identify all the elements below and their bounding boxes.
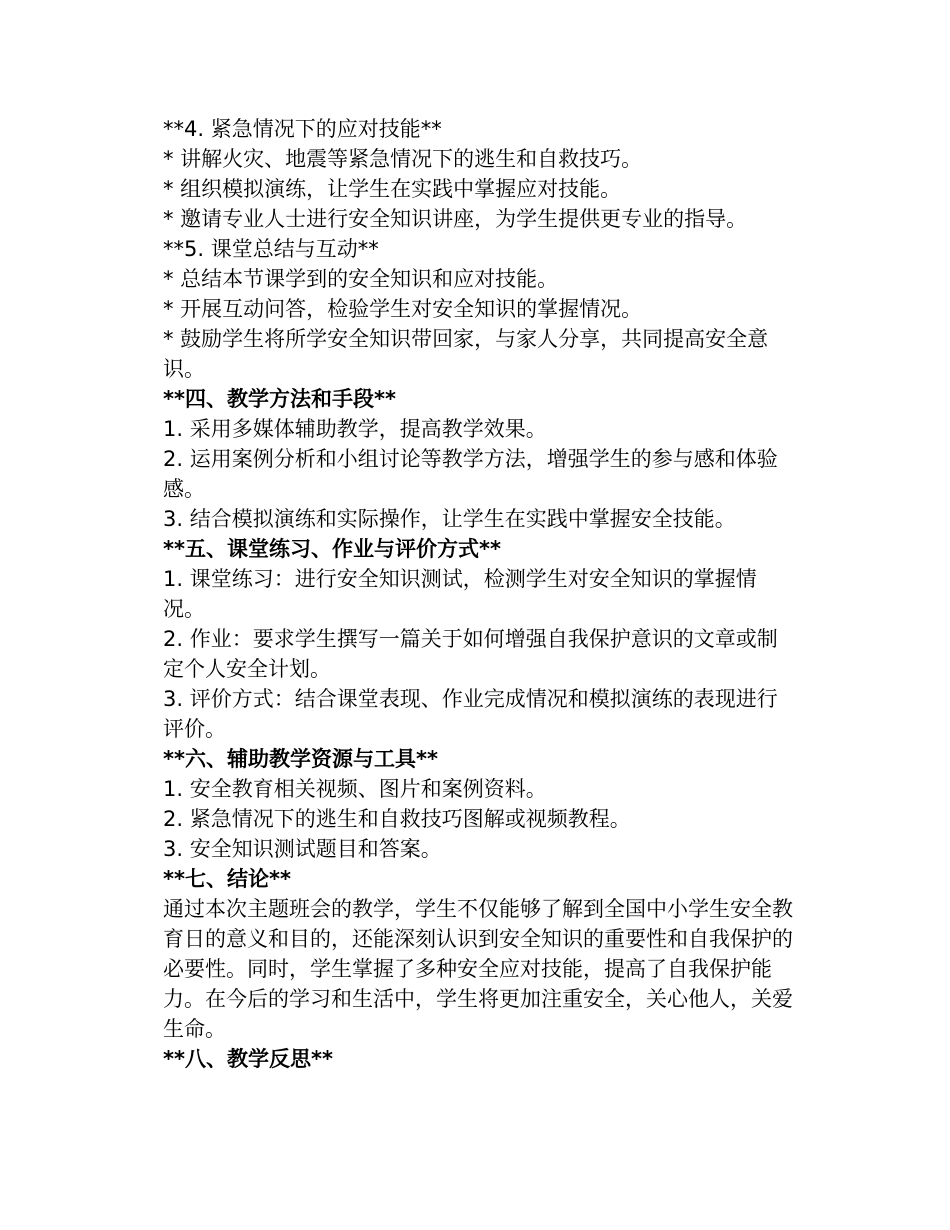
bullet-item: * 邀请专业人士进行安全知识讲座，为学生提供更专业的指导。 [163,207,748,231]
subsection-title: **5. 课堂总结与互动** [163,237,379,261]
section-heading: **五、课堂练习、作业与评价方式** [163,537,501,561]
numbered-item: 1. 安全教育相关视频、图片和案例资料。 [163,777,547,801]
numbered-item: 3. 安全知识测试题目和答案。 [163,837,442,861]
section-heading: **四、教学方法和手段** [163,387,396,411]
numbered-item: 1. 采用多媒体辅助教学，提高教学效果。 [163,417,547,441]
subsection-title: **4. 紧急情况下的应对技能** [163,117,442,141]
conclusion-paragraph: 通过本次主题班会的教学，学生不仅能够了解到全国中小学生安全教育日的意义和目的，还能深刻认识到安全知识的重要性和自我保护的必要性。同时，学生掌握了多种安全应对技能，提高了自我保护能力。在今后的学习和生活中，学生将更加注重安全，关心他人，关爱生命。 [163,897,793,1041]
numbered-item: 2. 作业：要求学生撰写一篇关于如何增强自我保护意识的文章或制定个人安全计划。 [163,627,778,681]
bullet-item: * 鼓励学生将所学安全知识带回家，与家人分享，共同提高安全意识。 [163,327,769,381]
section-heading: **六、辅助教学资源与工具** [163,747,438,771]
bullet-item: * 组织模拟演练，让学生在实践中掌握应对技能。 [163,177,622,201]
bullet-item: * 开展互动问答，检验学生对安全知识的掌握情况。 [163,297,643,321]
numbered-item: 2. 运用案例分析和小组讨论等教学方法，增强学生的参与感和体验感。 [163,447,778,501]
numbered-item: 2. 紧急情况下的逃生和自救技巧图解或视频教程。 [163,807,631,831]
numbered-item: 3. 评价方式：结合课堂表现、作业完成情况和模拟演练的表现进行评价。 [163,687,778,741]
bullet-item: * 讲解火灾、地震等紧急情况下的逃生和自救技巧。 [163,147,643,171]
section-heading: **八、教学反思** [163,1047,333,1071]
section-heading: **七、结论** [163,867,291,891]
numbered-item: 3. 结合模拟演练和实际操作，让学生在实践中掌握安全技能。 [163,507,736,531]
bullet-item: * 总结本节课学到的安全知识和应对技能。 [163,267,559,291]
numbered-item: 1. 课堂练习：进行安全知识测试，检测学生对安全知识的掌握情况。 [163,567,757,621]
document-page [163,114,793,1074]
